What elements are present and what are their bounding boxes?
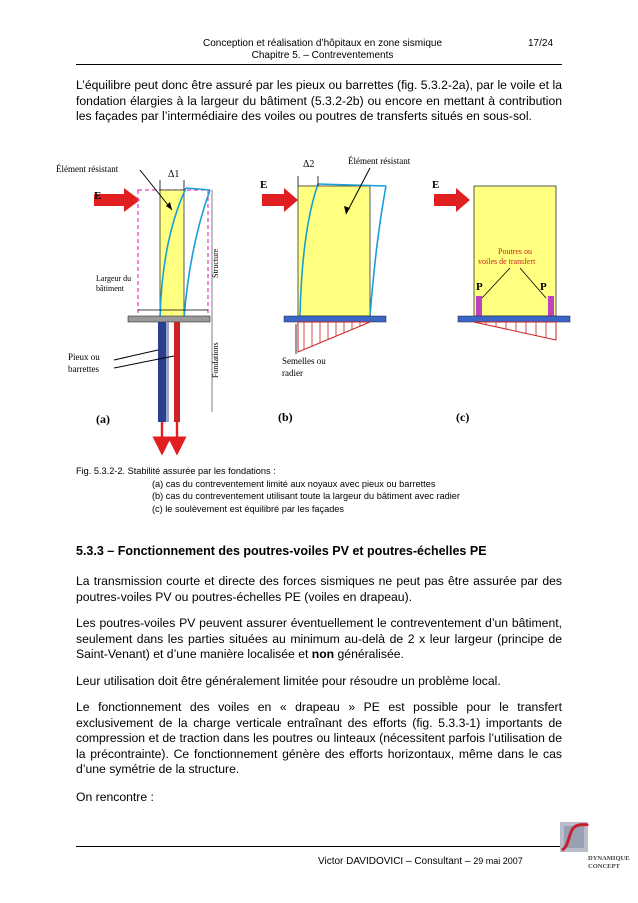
wind-arrow-b <box>262 188 298 212</box>
section-paragraph-1: La transmission courte et directe des forces sismiques ne peut pas être assurée par des poutres-voiles PV ou poutres-échelles PE (voiles en drapeau). <box>76 574 562 604</box>
transfer-post-left <box>476 296 482 316</box>
section-paragraph-2: Les poutres-voiles PV peuvent assurer éventuellement le contreventement d’un bâtiment, seulement dans les parties situées au minimum au-delà de 2 x leur largeur (principe de Saint-Venant) et d’une manière localisée et non généralisée. <box>76 616 562 661</box>
logo-line2: CONCEPT <box>588 863 620 870</box>
delta1-label: Δ1 <box>168 169 180 180</box>
caption-item-a: (a) cas du contreventement limité aux noyaux avec pieux ou barrettes <box>152 478 436 489</box>
raft-c <box>458 316 570 322</box>
width-label-line1: Largeur du <box>96 274 132 283</box>
deformed-right-b <box>370 186 386 316</box>
foundations-label: Fondations <box>211 342 220 378</box>
figure-caption <box>76 465 562 515</box>
footer-date: 29 mai 2007 <box>473 856 523 866</box>
pile-cap <box>128 316 210 322</box>
raft-b <box>284 316 386 322</box>
wind-label-c: E <box>432 179 440 191</box>
section-paragraph-4: Le fonctionnement des voiles en « drapeau » PE est possible pour le transfert exclusivement de la charge verticale entraînant des efforts (fig. 5.3.3-1) importants de compression et de traction dans les poutres ou linteaux (nécessitent parfois l’utilisation de la précontrainte). Ce fonctionnement génère des efforts horizontaux, même dans le cas d’une symétrie de la structure. <box>76 700 562 776</box>
element-label-a: Élément résistant <box>56 164 119 174</box>
section-paragraph-5: On rencontre : <box>76 790 154 804</box>
transfer-label-line1: Poutres ou <box>498 247 532 256</box>
document-title: Conception et réalisation d’hôpitaux en zone sismique <box>202 38 443 49</box>
raft-label-line1: Semelles ou <box>282 356 326 366</box>
wind-label-b: E <box>260 179 268 191</box>
transfer-label-line2: voiles de transfert <box>478 257 536 266</box>
caption-item-c: (c) le soulèvement est équilibré par les façades <box>152 503 345 514</box>
panel-b-label: (b) <box>278 410 293 424</box>
panel-c <box>432 179 570 424</box>
panel-c-label: (c) <box>456 410 470 424</box>
logo-line1: DYNAMIQUE <box>588 855 630 862</box>
section-heading: 5.3.3 – Fonctionnement des poutres-voiles PV et poutres-échelles PE <box>76 544 487 558</box>
header-rule <box>76 64 562 65</box>
raft-label-line2: radier <box>282 368 303 378</box>
panel-a-label: (a) <box>96 412 110 426</box>
element-label-b: Élément résistant <box>348 156 411 166</box>
p-label-left: P <box>476 281 483 293</box>
pile-left <box>158 322 166 422</box>
wind-arrow-c <box>434 188 470 212</box>
p-label-right: P <box>540 281 547 293</box>
caption-main: Fig. 5.3.2-2. Stabilité assurée par les fondations : <box>76 466 276 476</box>
width-label-line2: bâtiment <box>96 284 124 293</box>
panel-a <box>56 164 220 446</box>
transfer-post-right <box>548 296 554 316</box>
company-logo <box>552 820 630 876</box>
delta2-label: Δ2 <box>303 159 315 170</box>
section-paragraph-3: Leur utilisation doit être généralement limitée pour résoudre un problème local. <box>76 674 501 688</box>
caption-item-b: (b) cas du contreventement utilisant toute la largeur du bâtiment avec radier <box>152 491 460 502</box>
footer-author: Victor DAVIDOVICI – Consultant – <box>318 856 474 867</box>
panel-b <box>260 156 411 424</box>
footer-text <box>318 856 523 867</box>
intro-paragraph: L’équilibre peut donc être assuré par les pieux ou barrettes (fig. 5.3.2-2a), par le voile et la fondation élargies à la largeur du bâtiment (5.3.2-2b) ou encore en mettant à contribution les façades par l’intermédiaire des voiles ou poutres de transferts situés en sous-sol. <box>76 78 562 123</box>
piles-label-line1: Pieux ou <box>68 352 100 362</box>
structure-label: Structure <box>211 248 220 278</box>
deformed-right-a <box>184 190 210 318</box>
wind-label-a: E <box>94 190 102 202</box>
pressure-diagram-b <box>298 322 370 352</box>
foundation-figure <box>0 150 638 460</box>
wall-b <box>298 186 370 316</box>
pile-right <box>174 322 180 422</box>
footer-rule <box>76 846 562 847</box>
emphasis-non: non <box>311 647 335 661</box>
chapter-title: Chapitre 5. – Contreventements <box>251 50 394 61</box>
piles-label-line2: barrettes <box>68 364 99 374</box>
page-number: 17/24 <box>528 38 554 49</box>
